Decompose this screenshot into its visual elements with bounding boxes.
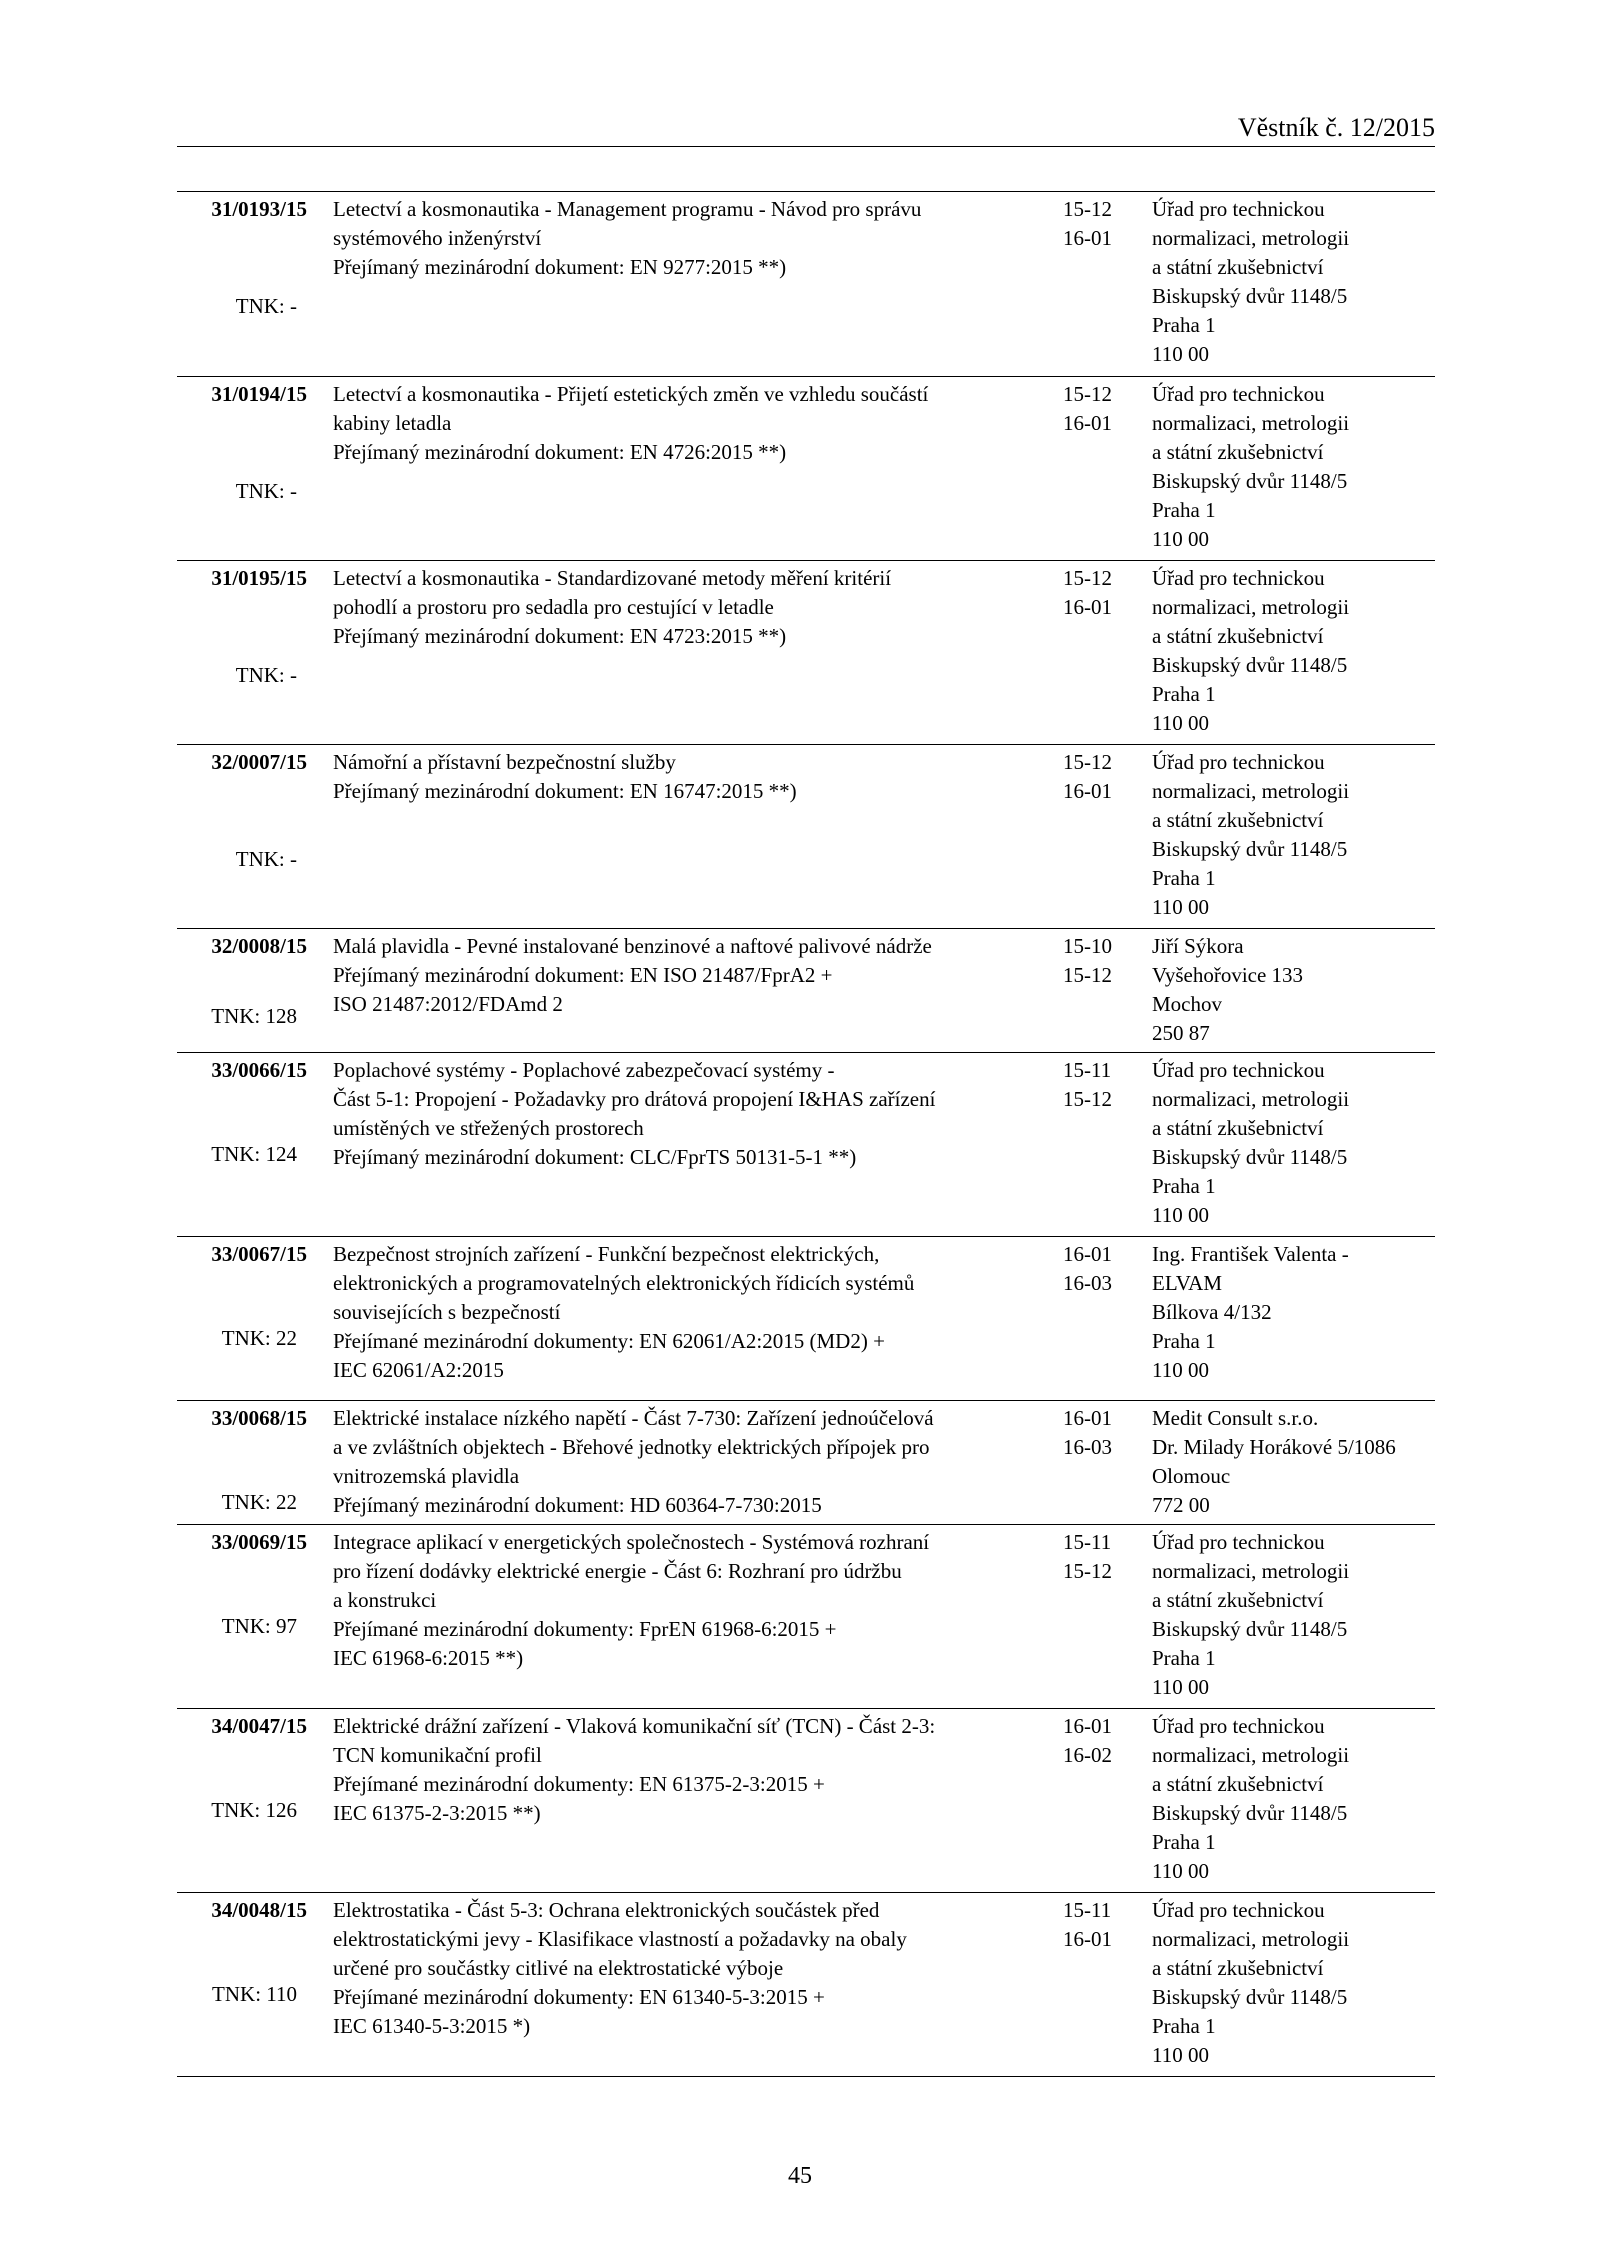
page-header [177,110,1435,147]
tnk-label: TNK: - [235,479,297,503]
title-line: Elektrostatika - Část 5-3: Ochrana elektronických součástek před [333,1898,880,1922]
address-line: normalizaci, metrologii [1152,779,1350,803]
document-title [333,380,928,467]
address-line: Ing. František Valenta - [1152,1242,1349,1266]
comment-dates [1063,380,1112,438]
document-number: 33/0068/15 [211,1406,307,1430]
comment-dates [1063,1896,1112,1954]
address-line: 110 00 [1152,1203,1209,1227]
address-line: 772 00 [1152,1493,1210,1517]
table-row [177,376,1435,560]
title-line: Elektrické instalace nízkého napětí - Část 7-730: Zařízení jednoúčelová [333,1406,934,1430]
address-line: Praha 1 [1152,1830,1216,1854]
address-line: a státní zkušebnictví [1152,1116,1324,1140]
title-line: Letectví a kosmonautika - Management programu - Návod pro správu [333,197,922,221]
processor-address [1152,380,1349,554]
comment-dates [1063,1712,1112,1770]
address-line: Praha 1 [1152,1646,1216,1670]
title-line: ISO 21487:2012/FDAmd 2 [333,992,563,1016]
tnk-label: TNK: 124 [211,1142,297,1166]
table-row [177,1400,1435,1524]
processor-address [1152,195,1349,369]
tnk-label: TNK: - [235,847,297,871]
date-value: 15-12 [1063,1559,1112,1583]
date-value: 16-01 [1063,1406,1112,1430]
address-line: Praha 1 [1152,1174,1216,1198]
document-number: 34/0047/15 [211,1714,307,1738]
date-value: 15-10 [1063,934,1112,958]
address-line: a státní zkušebnictví [1152,1772,1324,1796]
table-row [177,744,1435,928]
date-value: 15-12 [1063,1087,1112,1111]
document-title [333,1896,907,2041]
address-line: Úřad pro technickou [1152,1898,1325,1922]
date-value: 15-12 [1063,566,1112,590]
address-line: ELVAM [1152,1271,1223,1295]
table-row [177,192,1435,376]
title-line: Poplachové systémy - Poplachové zabezpečovací systémy - [333,1058,835,1082]
comment-dates [1063,932,1112,990]
address-line: Biskupský dvůr 1148/5 [1152,837,1348,861]
title-line: Přejímaný mezinárodní dokument: EN ISO 21487/FprA2 + [333,963,833,987]
title-line: IEC 61968-6:2015 **) [333,1646,524,1670]
title-line: IEC 61340-5-3:2015 *) [333,2014,531,2038]
document-title [333,748,797,806]
title-line: Přejímané mezinárodní dokumenty: FprEN 61968-6:2015 + [333,1617,837,1641]
title-line: Část 5-1: Propojení - Požadavky pro drátová propojení I&HAS zařízení [333,1087,936,1111]
document-number: 33/0067/15 [211,1242,307,1266]
title-line: určené pro součástky citlivé na elektrostatické výboje [333,1956,784,1980]
table-row [177,928,1435,1052]
date-value: 16-01 [1063,226,1112,250]
date-value: 15-12 [1063,750,1112,774]
address-line: a státní zkušebnictví [1152,808,1324,832]
document-title [333,1240,914,1385]
title-line: IEC 62061/A2:2015 [333,1358,504,1382]
title-line: elektronických a programovatelných elektronických řídicích systémů [333,1271,915,1295]
title-line: Integrace aplikací v energetických společnostech - Systémová rozhraní [333,1530,930,1554]
date-value: 16-01 [1063,411,1112,435]
title-line: IEC 61375-2-3:2015 **) [333,1801,541,1825]
document-title [333,195,921,282]
address-line: Jiří Sýkora [1152,934,1244,958]
standards-table [177,191,1435,2077]
title-line: Námořní a přístavní bezpečnostní služby [333,750,676,774]
address-line: Úřad pro technickou [1152,382,1325,406]
comment-dates [1063,1056,1112,1114]
table-row [177,1236,1435,1400]
document-title [333,1528,929,1673]
address-line: a státní zkušebnictví [1152,440,1324,464]
table-row [177,1524,1435,1708]
processor-address [1152,1404,1396,1520]
processor-address [1152,1712,1349,1886]
date-value: 15-12 [1063,197,1112,221]
processor-address [1152,564,1349,738]
address-line: Biskupský dvůr 1148/5 [1152,653,1348,677]
title-line: Přejímaný mezinárodní dokument: EN 16747:2015 **) [333,779,797,803]
document-number: 31/0193/15 [211,197,307,221]
document-number: 34/0048/15 [211,1898,307,1922]
comment-dates [1063,1528,1112,1586]
bulletin-title: Věstník č. 12/2015 [1237,113,1435,142]
date-value: 16-02 [1063,1743,1112,1767]
title-line: Přejímaný mezinárodní dokument: HD 60364-7-730:2015 [333,1493,822,1517]
title-line: Letectví a kosmonautika - Standardizované metody měření kritérií [333,566,892,590]
title-line: Elektrické drážní zařízení - Vlaková komunikační síť (TCN) - Část 2-3: [333,1714,936,1738]
document-title [333,1712,935,1828]
tnk-label: TNK: 126 [211,1798,297,1822]
title-line: pro řízení dodávky elektrické energie - Část 6: Rozhraní pro údržbu [333,1559,902,1583]
date-value: 15-11 [1063,1530,1112,1554]
address-line: normalizaci, metrologii [1152,226,1350,250]
address-line: Úřad pro technickou [1152,1058,1325,1082]
address-line: Úřad pro technickou [1152,1714,1325,1738]
address-line: 110 00 [1152,1675,1209,1699]
address-line: Úřad pro technickou [1152,197,1325,221]
comment-dates [1063,748,1112,806]
title-line: Přejímaný mezinárodní dokument: EN 9277:2015 **) [333,255,787,279]
title-line: systémového inženýrství [333,226,542,250]
address-line: Biskupský dvůr 1148/5 [1152,1985,1348,2009]
address-line: 110 00 [1152,527,1209,551]
address-line: Praha 1 [1152,1329,1216,1353]
date-value: 16-01 [1063,1242,1112,1266]
date-value: 16-01 [1063,1927,1112,1951]
table-row [177,1052,1435,1236]
title-line: elektrostatickými jevy - Klasifikace vlastností a požadavky na obaly [333,1927,907,1951]
title-line: Přejímaný mezinárodní dokument: EN 4726:2015 **) [333,440,787,464]
address-line: Olomouc [1152,1464,1231,1488]
document-number: 33/0066/15 [211,1058,307,1082]
document-title [333,564,891,651]
address-line: normalizaci, metrologii [1152,1087,1350,1111]
address-line: Bílkova 4/132 [1152,1300,1272,1324]
address-line: Praha 1 [1152,866,1216,890]
address-line: 250 87 [1152,1021,1210,1045]
title-line: Malá plavidla - Pevné instalované benzinové a naftové palivové nádrže [333,934,932,958]
title-line: Přejímané mezinárodní dokumenty: EN 61375-2-3:2015 + [333,1772,825,1796]
address-line: 110 00 [1152,342,1209,366]
document-title [333,1404,934,1520]
tnk-label: TNK: 97 [221,1614,297,1638]
processor-address [1152,1056,1349,1230]
document-number: 31/0194/15 [211,382,307,406]
date-value: 15-11 [1063,1058,1112,1082]
title-line: souvisejících s bezpečností [333,1300,561,1324]
address-line: Úřad pro technickou [1152,1530,1325,1554]
address-line: normalizaci, metrologii [1152,595,1350,619]
address-line: Medit Consult s.r.o. [1152,1406,1319,1430]
title-line: Přejímaný mezinárodní dokument: EN 4723:2015 **) [333,624,787,648]
date-value: 15-12 [1063,382,1112,406]
title-line: a konstrukci [333,1588,437,1612]
tnk-label: TNK: 128 [211,1004,297,1028]
processor-address [1152,932,1303,1048]
address-line: 110 00 [1152,1358,1209,1382]
document-number: 32/0008/15 [211,934,307,958]
address-line: Praha 1 [1152,682,1216,706]
title-line: Přejímané mezinárodní dokumenty: EN 62061/A2:2015 (MD2) + [333,1329,885,1353]
address-line: Vyšehořovice 133 [1152,963,1304,987]
title-line: a ve zvláštních objektech - Břehové jednotky elektrických přípojek pro [333,1435,930,1459]
tnk-label: TNK: 22 [221,1490,297,1514]
tnk-label: TNK: 110 [212,1982,297,2006]
title-line: Bezpečnost strojních zařízení - Funkční bezpečnost elektrických, [333,1242,880,1266]
address-line: Biskupský dvůr 1148/5 [1152,284,1348,308]
address-line: Praha 1 [1152,313,1216,337]
address-line: 110 00 [1152,895,1209,919]
date-value: 16-01 [1063,779,1112,803]
document-title [333,932,932,1019]
date-value: 16-01 [1063,595,1112,619]
address-line: 110 00 [1152,711,1209,735]
processor-address [1152,1896,1349,2070]
address-line: Biskupský dvůr 1148/5 [1152,1617,1348,1641]
address-line: normalizaci, metrologii [1152,1559,1350,1583]
address-line: Úřad pro technickou [1152,750,1325,774]
date-value: 15-12 [1063,963,1112,987]
title-line: Přejímané mezinárodní dokumenty: EN 61340-5-3:2015 + [333,1985,825,2009]
address-line: a státní zkušebnictví [1152,1588,1324,1612]
tnk-label: TNK: - [235,663,297,687]
processor-address [1152,1528,1349,1702]
address-line: 110 00 [1152,2043,1209,2067]
title-line: Přejímaný mezinárodní dokument: CLC/FprTS 50131-5-1 **) [333,1145,857,1169]
document-number: 32/0007/15 [211,750,307,774]
address-line: Praha 1 [1152,498,1216,522]
comment-dates [1063,1404,1112,1462]
address-line: Biskupský dvůr 1148/5 [1152,469,1348,493]
title-line: TCN komunikační profil [333,1743,542,1767]
address-line: a státní zkušebnictví [1152,1956,1324,1980]
title-line: kabiny letadla [333,411,452,435]
address-line: Biskupský dvůr 1148/5 [1152,1145,1348,1169]
date-value: 16-03 [1063,1271,1112,1295]
title-line: umístěných ve střežených prostorech [333,1116,644,1140]
tnk-label: TNK: 22 [221,1326,297,1350]
address-line: a státní zkušebnictví [1152,624,1324,648]
address-line: normalizaci, metrologii [1152,411,1350,435]
title-line: vnitrozemská plavidla [333,1464,520,1488]
processor-address [1152,748,1349,922]
document-title [333,1056,935,1172]
document-number: 33/0069/15 [211,1530,307,1554]
address-line: Praha 1 [1152,2014,1216,2038]
address-line: 110 00 [1152,1859,1209,1883]
comment-dates [1063,195,1112,253]
processor-address [1152,1240,1349,1385]
table-row [177,560,1435,744]
address-line: Mochov [1152,992,1222,1016]
address-line: Biskupský dvůr 1148/5 [1152,1801,1348,1825]
address-line: Úřad pro technickou [1152,566,1325,590]
table-row [177,1892,1435,2076]
comment-dates [1063,1240,1112,1298]
table-row [177,1708,1435,1892]
title-line: pohodlí a prostoru pro sedadla pro cestující v letadle [333,595,774,619]
document-number: 31/0195/15 [211,566,307,590]
address-line: a státní zkušebnictví [1152,255,1324,279]
title-line: Letectví a kosmonautika - Přijetí estetických změn ve vzhledu součástí [333,382,929,406]
address-line: normalizaci, metrologii [1152,1927,1350,1951]
comment-dates [1063,564,1112,622]
date-value: 15-11 [1063,1898,1112,1922]
date-value: 16-03 [1063,1435,1112,1459]
page-number: 45 [788,2163,812,2189]
tnk-label: TNK: - [235,294,297,318]
address-line: Dr. Milady Horákové 5/1086 [1152,1435,1396,1459]
date-value: 16-01 [1063,1714,1112,1738]
address-line: normalizaci, metrologii [1152,1743,1350,1767]
